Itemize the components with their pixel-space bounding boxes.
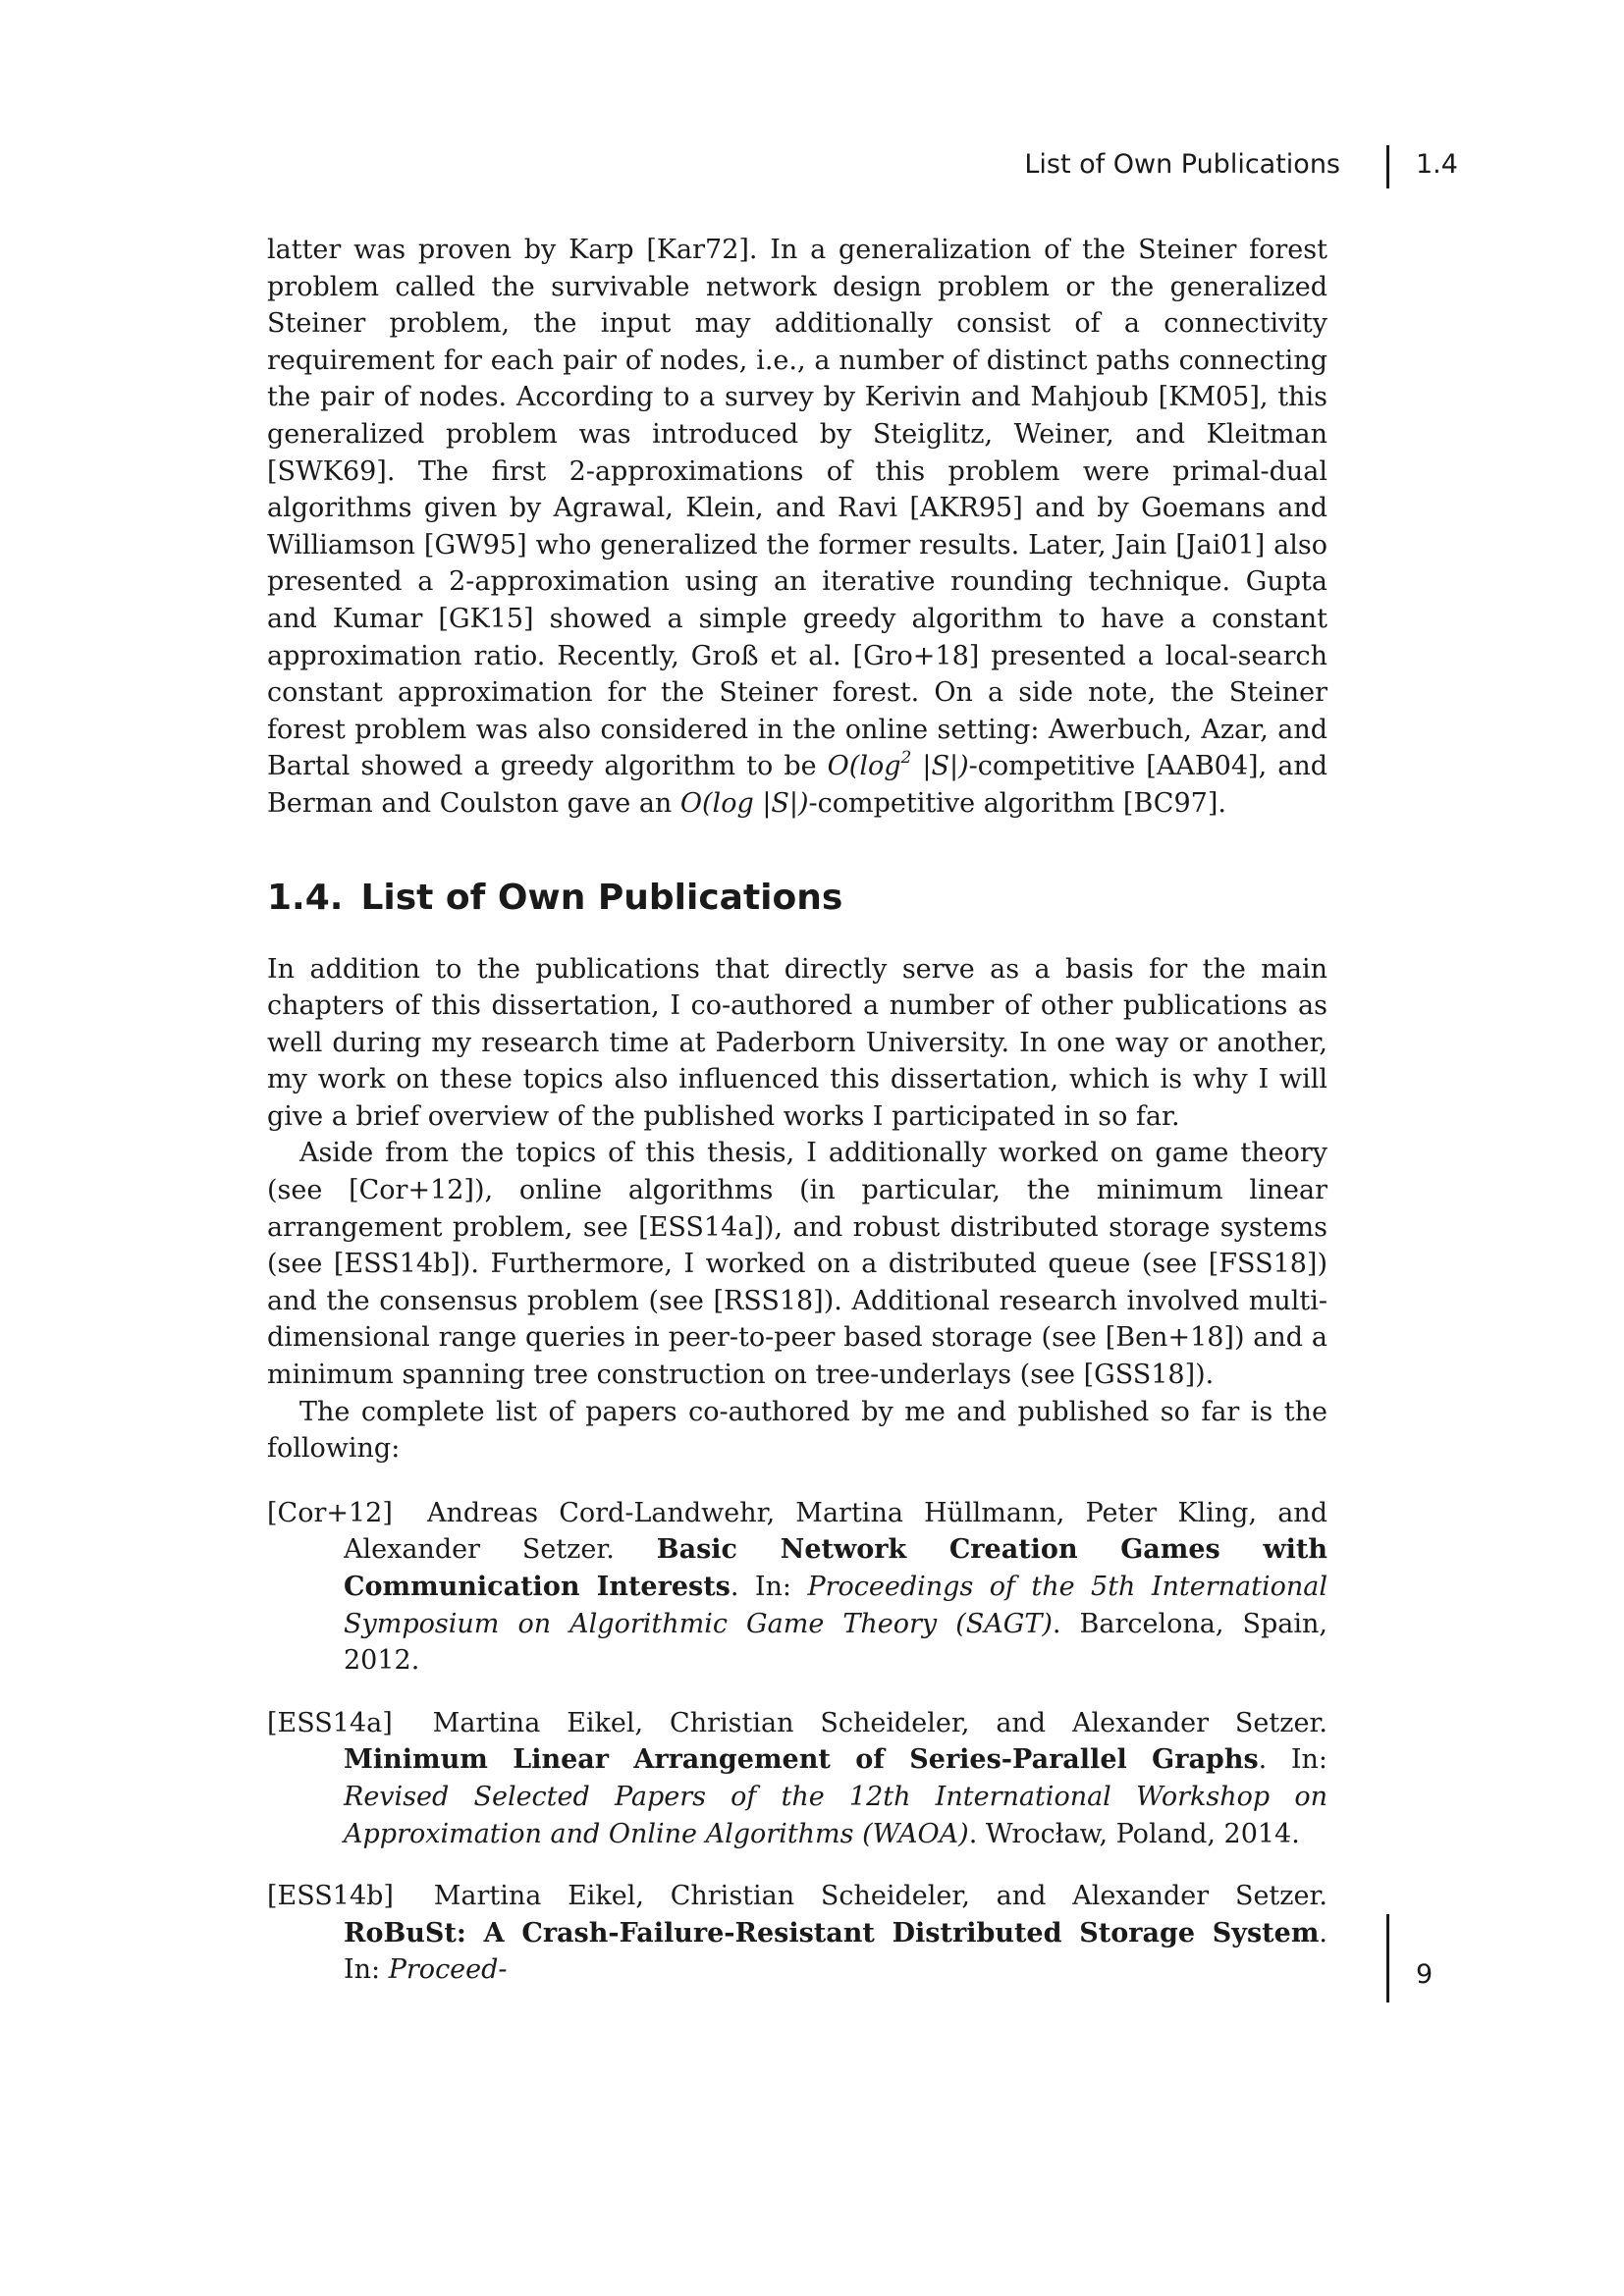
bib-entry: [267, 1878, 1327, 1989]
bib-key: [Cor+12]: [267, 1497, 393, 1528]
intro-text-part-3: -competitive algorithm [BC97].: [808, 787, 1226, 819]
running-header-title: List of Own Publications: [1024, 149, 1340, 180]
running-header: [1001, 145, 1473, 190]
bib-tail: . Barcelona, Spain, 2012.: [344, 1608, 1327, 1677]
paragraph-1: In addition to the publications that directly serve as a basis for the main chapters of this dissertation, I co-authored a number of other publications as well during my research time at Paderborn University. In one way or another, my work on these topics also influenced this dissertation, which is why I will give a brief overview of the published works I participated in so far.: [267, 953, 1327, 1132]
publication-list: [267, 1495, 1327, 1989]
bib-authors: Martina Eikel, Christian Scheideler, and Alexander Setzer.: [433, 1881, 1327, 1912]
footer-divider: [1386, 1914, 1389, 2002]
bib-title: Basic Network Creation Games with Communication Interests: [344, 1534, 1328, 1602]
intro-text-part-2: -competitive [AAB04], and Berman and Coulston gave an: [267, 751, 1327, 819]
math1-argument: |S|): [911, 751, 969, 782]
bib-venue: Proceed-: [388, 1954, 508, 1986]
bib-in: . In:: [344, 1917, 1327, 1986]
bib-authors: Andreas Cord-Landwehr, Martina Hüllmann, Peter Kling, and Alexander Setzer.: [344, 1497, 1327, 1566]
section-number: 1.4.: [267, 877, 344, 918]
bib-key: [ESS14a]: [267, 1707, 393, 1738]
bib-key: [ESS14b]: [267, 1881, 394, 1912]
page-number: 9: [1416, 1959, 1434, 1990]
page-footer: [1375, 1914, 1473, 2002]
bib-entry: [267, 1495, 1327, 1680]
bib-authors: Martina Eikel, Christian Scheideler, and Alexander Setzer.: [432, 1707, 1327, 1738]
bib-in: . In:: [1258, 1744, 1327, 1776]
running-header-section-number: 1.4: [1416, 149, 1458, 180]
bib-title: RoBuSt: A Crash-Failure-Resistant Distributed Storage System: [344, 1917, 1320, 1949]
bib-venue: Revised Selected Papers of the 12th International Workshop on Approximation and Online Algorithms (WAOA): [344, 1781, 1327, 1849]
page-body: [267, 232, 1327, 2014]
bib-venue: Proceedings of the 5th International Symposium on Algorithmic Game Theory (SAGT): [344, 1572, 1327, 1639]
math-o-log-squared: [827, 748, 969, 782]
intro-text-part-1: latter was proven by Karp [Kar72]. In a generalization of the Steiner forest problem called the survivable network design problem or the generalized Steiner problem, the input may additionally consist of a connectivity requirement for each pair of nodes, i.e., a number of distinct paths connecting the pair of nodes. According to a survey by Kerivin and Mahjoub [KM05], this generalized problem was introduced by Steiglitz, Weiner, and Kleitman [SWK69]. The first 2-approximations of this problem were primal-dual algorithms given by Agrawal, Klein, and Ravi [AKR95] and by Goemans and Williamson [GW95] who generalized the former results. Later, Jain [Jai01] also presented a 2-approximation using an iterative rounding technique. Gupta and Kumar [GK15] showed a simple greedy algorithm to have a constant approximation ratio. Recently, Groß et al. [Gro+18] presented a local-search constant approximation for the Steiner forest. On a side note, the Steiner forest problem was also considered in the online setting: Awerbuch, Azar, and Bartal showed a greedy algorithm to be: [267, 235, 1327, 782]
math1-base: O(log: [827, 751, 901, 782]
section-heading: [267, 878, 1327, 918]
bib-entry: [267, 1705, 1327, 1852]
math1-exponent: 2: [900, 748, 912, 769]
header-divider: [1386, 145, 1389, 188]
bib-in: . In:: [730, 1572, 808, 1602]
paragraph-3: The complete list of papers co-authored by me and published so far is the following:: [267, 1396, 1327, 1465]
paragraph-2: Aside from the topics of this thesis, I additionally worked on game theory (see [Cor+12]), online algorithms (in particular, the minimum linear arrangement problem, see [ESS14a]), and robust distributed storage systems (see [ESS14b]). Furthermore, I worked on a distributed queue (see [FSS18]) and the consensus problem (see [RSS18]). Additional research involved multi-dimensional range queries in peer-to-peer based storage (see [Ben+18]) and a minimum spanning tree construction on tree-underlays (see [GSS18]).: [267, 1138, 1327, 1391]
intro-paragraph: [267, 232, 1327, 823]
section-title: List of Own Publications: [360, 877, 843, 918]
math-o-log: O(log |S|): [679, 787, 809, 819]
bib-tail: . Wrocław, Poland, 2014.: [968, 1818, 1300, 1849]
bib-title: Minimum Linear Arrangement of Series-Parallel Graphs: [344, 1744, 1259, 1776]
